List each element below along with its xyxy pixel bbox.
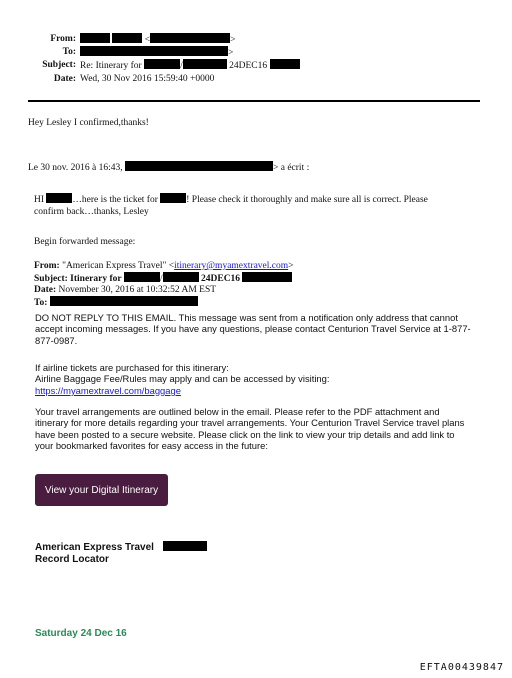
forward-from-email-link[interactable]: itinerary@myamextravel.com <box>174 261 289 271</box>
to-label: To: <box>62 47 76 58</box>
redaction-block <box>46 193 72 203</box>
reply-text: Hey Lesley I confirmed,thanks! <box>28 118 149 128</box>
redaction-block <box>242 272 292 282</box>
subject-separator: / <box>180 61 183 72</box>
record-locator: American Express Travel Record Locator <box>35 541 207 566</box>
forwarded-header: From: "American Express Travel" <itinerary@myamextravel.com> Subject: Itinerary for / 24DEC16 Date: November 30, 2016 at 10:32:52 AM EST To: <box>34 261 294 308</box>
document-id: EFTA00439847 <box>419 662 504 673</box>
from-label: From: <box>50 34 76 44</box>
subject-value: Re: Itinerary for <box>80 61 142 72</box>
arrangements-text: Your travel arrangements are outlined below in the email. Please refer to the PDF attachment and itinerary for more details regarding your travel arrangements. Your Centurion Travel Service travel plans have been posted to a secure website. Please click on the link to view your trip details and add link to your bookmarked favorites for easy access in the future: <box>35 406 465 452</box>
quote-intro: Le 30 nov. 2016 à 16:43, > a écrit : <box>28 163 310 173</box>
quote-body: HI …here is the ticket for ! Please check it thoroughly and make sure all is correct. Please confirm back…thanks, Lesley <box>34 195 428 217</box>
date-label: Date: <box>53 73 76 84</box>
baggage-info: If airline tickets are purchased for this itinerary: Airline Baggage Fee/Rules may apply and can be accessed by visiting: https://myamextravel.com/baggage <box>35 362 330 396</box>
redaction-block <box>112 33 142 43</box>
redaction-block <box>125 161 273 171</box>
subject-code: 24DEC16 <box>229 61 268 72</box>
view-itinerary-button[interactable]: View your Digital Itinerary <box>35 474 168 506</box>
subject-label: Subject: <box>42 60 76 71</box>
date-value: Wed, 30 Nov 2016 15:59:40 +0000 <box>80 73 215 84</box>
redaction-block <box>124 272 160 282</box>
from-end: > <box>230 35 236 45</box>
no-reply-notice: DO NOT REPLY TO THIS EMAIL. This message was sent from a notification only address that cannot accept incoming messages. If you have any questions, please contact Centurion Travel Service at 1-877-877-0987. <box>35 312 471 346</box>
redaction-block <box>80 33 110 43</box>
redaction-block <box>144 59 180 69</box>
forwarded-label: Begin forwarded message: <box>34 237 136 247</box>
from-separator: < <box>144 35 151 45</box>
header-divider <box>28 100 480 102</box>
redaction-block <box>150 33 230 43</box>
date-heading: Saturday 24 Dec 16 <box>35 628 127 639</box>
redaction-block <box>80 46 228 56</box>
redaction-block <box>163 272 199 282</box>
redaction-block <box>183 59 227 69</box>
redaction-block <box>163 541 207 551</box>
redaction-block <box>160 193 186 203</box>
baggage-link[interactable]: https://myamextravel.com/baggage <box>35 384 181 396</box>
to-end: > <box>228 48 234 59</box>
redaction-block <box>50 296 198 306</box>
redaction-block <box>270 59 300 69</box>
